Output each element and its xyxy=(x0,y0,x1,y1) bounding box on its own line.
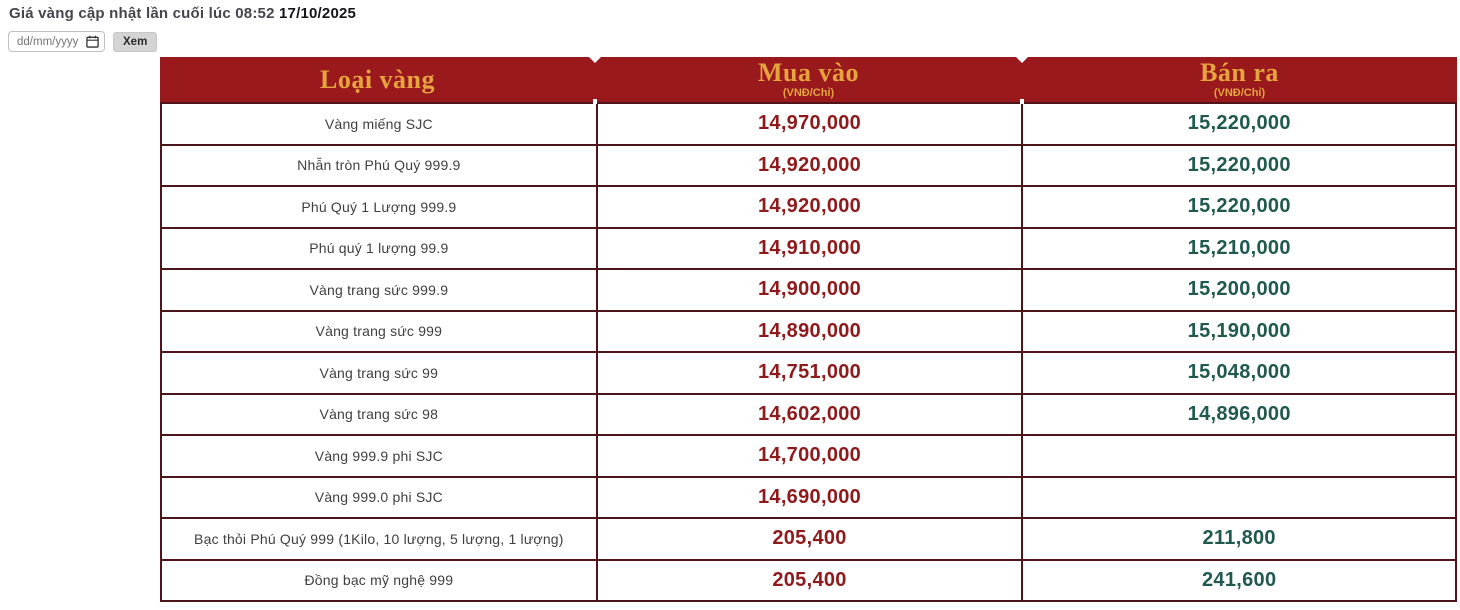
sell-price-value: 14,896,000 xyxy=(1021,395,1455,435)
gold-type-label: Vàng 999.0 phi SJC xyxy=(314,489,443,506)
gold-type-label: Vàng trang sức 999.9 xyxy=(309,281,449,298)
column-header-unit: (VNĐ/Chỉ) xyxy=(1213,87,1266,99)
gold-type-label: Vàng trang sức 999 xyxy=(315,323,443,340)
buy-price-value: 205,400 xyxy=(596,561,1022,601)
column-header-buy xyxy=(595,57,1022,102)
buy-price-value: 14,970,000 xyxy=(596,104,1022,144)
buy-price-value: 14,700,000 xyxy=(596,436,1022,476)
column-header-unit: (VNĐ/Chỉ) xyxy=(782,87,835,99)
column-header-label: Bán ra xyxy=(1200,58,1279,87)
buy-price-value: 14,751,000 xyxy=(596,353,1022,393)
buy-price-value: 14,900,000 xyxy=(596,270,1022,310)
gold-type-label: Vàng miếng SJC xyxy=(324,115,433,132)
column-header-gold-type xyxy=(160,57,595,102)
gold-type-label: Vàng trang sức 98 xyxy=(319,406,439,423)
buy-price-value: 14,920,000 xyxy=(596,187,1022,227)
table-row xyxy=(162,478,1455,520)
table-row xyxy=(162,229,1455,271)
last-updated-time: 08:52 xyxy=(235,5,275,22)
view-button[interactable]: Xem xyxy=(113,32,157,52)
date-picker[interactable] xyxy=(8,31,105,52)
column-header-sell xyxy=(1022,57,1457,102)
table-row xyxy=(162,187,1455,229)
buy-price-value: 14,920,000 xyxy=(596,146,1022,186)
table-row xyxy=(162,519,1455,561)
sell-price-value xyxy=(1021,436,1455,476)
table-row xyxy=(162,436,1455,478)
gold-type-label: Phú quý 1 lượng 99.9 xyxy=(309,240,449,257)
sell-price-value: 15,220,000 xyxy=(1021,187,1455,227)
gold-type-label: Đồng bạc mỹ nghệ 999 xyxy=(304,572,454,589)
column-header-label: Mua vào xyxy=(758,58,859,87)
sell-price-value: 211,800 xyxy=(1021,519,1455,559)
buy-price-value: 14,690,000 xyxy=(596,478,1022,518)
last-updated-prefix: Giá vàng cập nhật lần cuối lúc xyxy=(9,5,231,22)
table-row xyxy=(162,312,1455,354)
sell-price-value: 15,200,000 xyxy=(1021,270,1455,310)
calendar-icon[interactable] xyxy=(86,35,99,48)
sell-price-value: 15,048,000 xyxy=(1021,353,1455,393)
header-notch-icon xyxy=(593,99,597,104)
last-updated-text xyxy=(9,5,356,22)
gold-type-label: Nhẫn tròn Phú Quý 999.9 xyxy=(297,157,461,174)
gold-type-label: Phú Quý 1 Lượng 999.9 xyxy=(301,198,457,215)
date-filter-controls xyxy=(8,31,157,52)
buy-price-value: 14,910,000 xyxy=(596,229,1022,269)
table-row xyxy=(162,395,1455,437)
table-row xyxy=(162,270,1455,312)
gold-type-label: Vàng trang sức 99 xyxy=(319,364,439,381)
gold-type-label: Bạc thỏi Phú Quý 999 (1Kilo, 10 lượng, 5 lượng, 1 lượng) xyxy=(194,530,564,547)
table-body xyxy=(160,104,1457,602)
sell-price-value: 15,220,000 xyxy=(1021,146,1455,186)
table-row xyxy=(162,353,1455,395)
table-row xyxy=(162,146,1455,188)
table-header xyxy=(160,57,1457,104)
table-row xyxy=(162,561,1455,603)
sell-price-value: 15,210,000 xyxy=(1021,229,1455,269)
gold-price-table xyxy=(160,57,1457,602)
last-updated-date: 17/10/2025 xyxy=(279,5,357,22)
table-row xyxy=(162,104,1455,146)
gold-type-label: Vàng 999.9 phi SJC xyxy=(314,447,443,464)
buy-price-value: 205,400 xyxy=(596,519,1022,559)
sell-price-value xyxy=(1021,478,1455,518)
sell-price-value: 15,220,000 xyxy=(1021,104,1455,144)
column-header-label: Loại vàng xyxy=(319,64,436,94)
header-notch-icon xyxy=(589,57,601,63)
buy-price-value: 14,890,000 xyxy=(596,312,1022,352)
header-notch-icon xyxy=(1020,99,1024,104)
header-notch-icon xyxy=(1016,57,1028,63)
sell-price-value: 15,190,000 xyxy=(1021,312,1455,352)
sell-price-value: 241,600 xyxy=(1021,561,1455,601)
buy-price-value: 14,602,000 xyxy=(596,395,1022,435)
